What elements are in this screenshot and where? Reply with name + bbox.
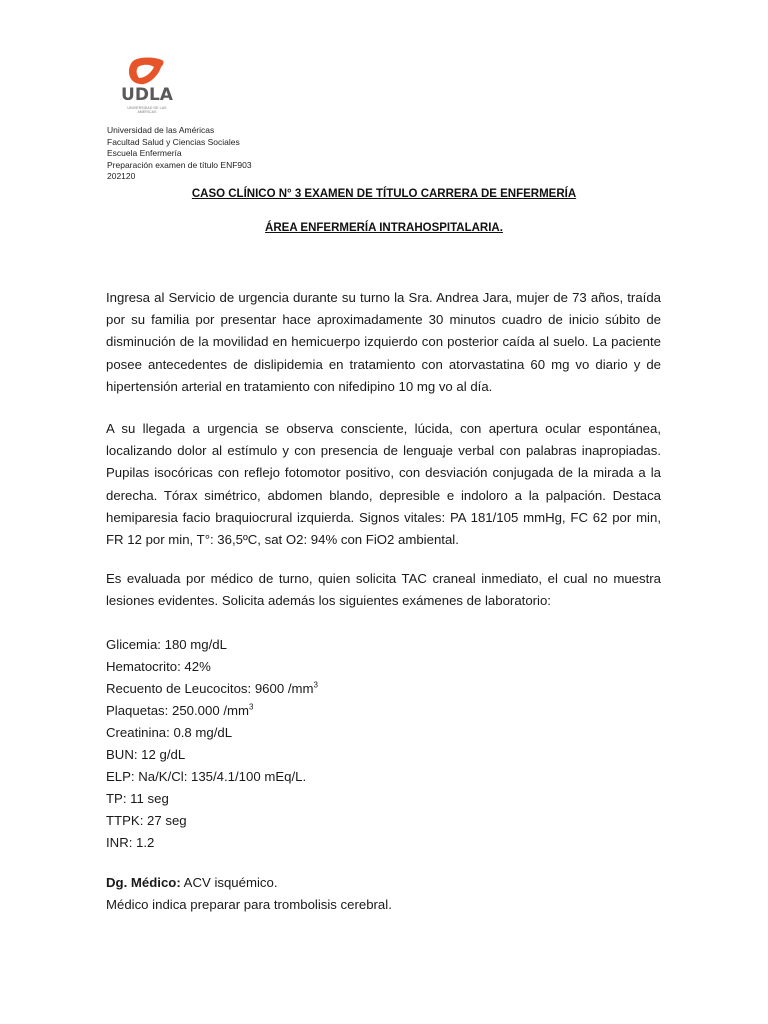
udla-logo — [118, 56, 176, 116]
paragraph-evaluation: Es evaluada por médico de turno, quien solicita TAC craneal inmediato, el cual no muestra lesiones evidentes. Solicita además los siguientes exámenes de laboratorio: — [106, 571, 661, 609]
paragraph-admission: Ingresa al Servicio de urgencia durante su turno la Sra. Andrea Jara, mujer de 73 años, traída por su familia por presentar hace aproximadamente 30 minutos cuadro de inicio súbito de disminución de la movilidad en hemicuerpo izquierdo con posterior caída al suelo. La paciente posee antecedentes de dislipidemia en tratamiento con atorvastatina 60 mg vo diario y de hipertensión arterial en tratamiento con nifedipino 10 mg vo al día. — [106, 290, 661, 394]
institution-line: Universidad de las Américas — [107, 125, 215, 135]
lab-item-creatinina: Creatinina: 0.8 mg/dL — [106, 725, 233, 740]
lab-item-plaquetas — [106, 700, 661, 722]
diagnosis-block — [106, 872, 392, 916]
superscript-cubed: 3 — [248, 702, 254, 712]
diagnosis-indication: Médico indica preparar para trombolisis cerebral. — [106, 897, 392, 912]
lab-leucocitos-text: Recuento de Leucocitos: 9600 /mm — [106, 681, 314, 696]
diagnosis-label: Dg. Médico: — [106, 875, 181, 890]
diagnosis-value: ACV isquémico. — [180, 875, 278, 890]
case-title: CASO CLÍNICO N° 3 EXAMEN DE TÍTULO CARRERA DE ENFERMERÍA — [191, 188, 577, 200]
lab-item-bun: BUN: 12 g/dL — [106, 747, 186, 762]
institution-line: Preparación examen de título ENF903 — [107, 159, 252, 170]
superscript-cubed: 3 — [313, 680, 318, 690]
institution-line: 202120 — [107, 171, 136, 182]
lab-item-inr: INR: 1.2 — [106, 835, 155, 850]
lab-item-glicemia: Glicemia: 180 mg/dL — [106, 637, 227, 652]
lab-plaquetas-text: Plaquetas: 250.000 /mm — [106, 703, 249, 718]
diagnosis-line — [106, 872, 392, 894]
institution-block — [107, 125, 252, 183]
area-title: ÁREA ENFERMERÍA INTRAHOSPITALARIA. — [265, 222, 503, 234]
paragraph-examination: A su llegada a urgencia se observa consciente, lúcida, con apertura ocular espontánea, localizando dolor al estímulo y con presencia de lenguaje verbal con palabras inapropiadas. Pupilas isocóricas con reflejo fotomotor positivo, con desviación conjugada de la mirada a la derecha. Tórax simétrico, abdomen blando, depresible e indoloro a la palpación. Destaca hemiparesia facio braquiocrural izquierda. Signos vitales: PA 181/105 mmHg, FC 62 por min, FR 12 por min, T°: 36,5ºC, sat O2: 94% con FiO2 ambiental. — [106, 421, 661, 548]
institution-line: Escuela Enfermería — [107, 148, 182, 159]
lab-item-hematocrito: Hematocrito: 42% — [106, 659, 211, 674]
lab-item-ttpk: TTPK: 27 seg — [106, 813, 187, 828]
logo-tagline: UNIVERSIDAD DE LAS AMÉRICAS — [127, 106, 167, 114]
lab-item-tp: TP: 11 seg — [106, 791, 169, 806]
institution-line: Facultad Salud y Ciencias Sociales — [107, 136, 240, 147]
lab-results-list — [106, 634, 661, 854]
logo-wordmark: UDLA — [121, 85, 173, 105]
lab-item-elp: ELP: Na/K/Cl: 135/4.1/100 mEq/L. — [106, 769, 307, 784]
lab-item-leucocitos — [106, 678, 661, 700]
udla-flame-logo-icon — [118, 56, 176, 88]
